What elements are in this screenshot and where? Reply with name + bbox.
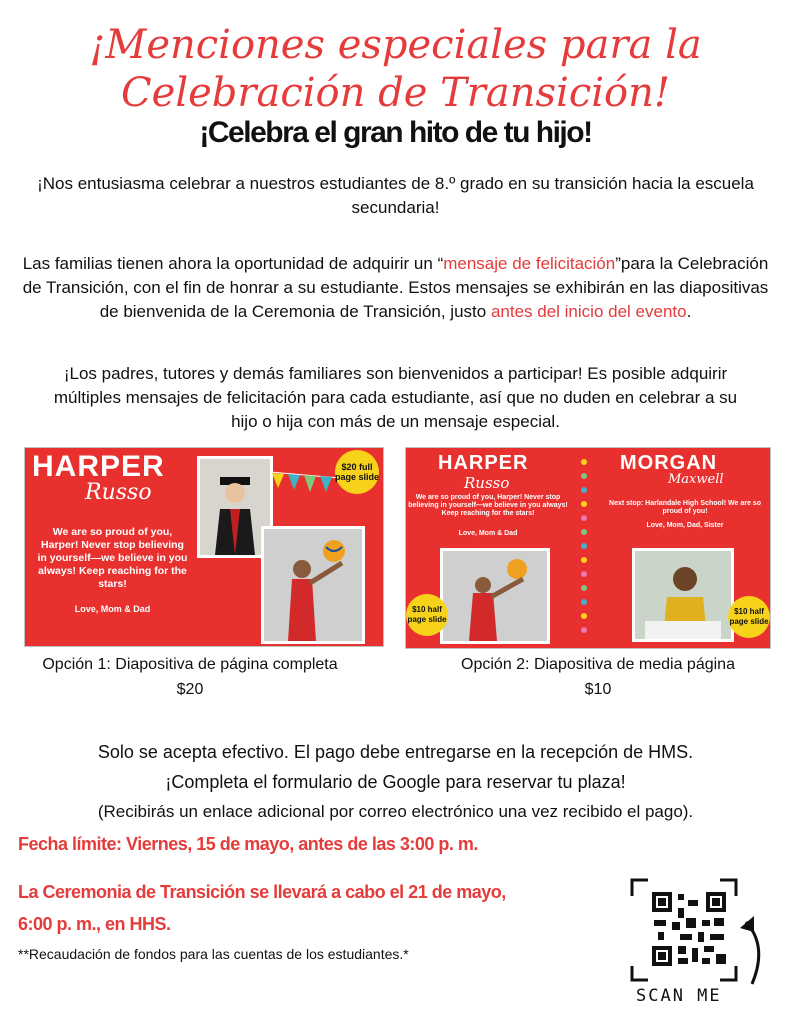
option1-message: We are so proud of you, Harper! Never stop believing in yourself—we believe in you always! Keep reaching for the stars!: [37, 526, 188, 590]
email-info: (Recibirás un enlace adicional por correo electrónico una vez recibido el pago).: [97, 802, 694, 821]
option2-right-signature: Love, Mom, Dad, Sister: [646, 522, 724, 529]
intro-paragraph-3: ¡Los padres, tutores y demás familiares son bienvenidos a participar! Es posible adquirir múltiples mensajes de felicitación para cada estudiante, así que no duden en celebrar a su hijo o hija con más de un mensaje especial.: [53, 364, 738, 431]
scan-me-label: SCAN ME: [636, 986, 722, 1006]
option1-price: $20: [176, 681, 204, 698]
option2-right-name: MORGAN: [620, 452, 718, 474]
option2-left-message: We are so proud of you, Harper! Never stop believing in yourself—we believe in you always! Keep reaching for the stars!: [408, 494, 568, 517]
volleyball-illustration-small: [443, 551, 547, 641]
option1-surname: Russo: [85, 480, 152, 505]
intro-paragraph-2: Las familias tienen ahora la oportunidad de adquirir un “mensaje de felicitación”para la Celebración de Transición, con el fin de honrar a su estudiante. Estos mensajes se exhibirán en las diapositivas de bienvenida de la Ceremonia de Transición, justo antes del inicio del evento.: [22, 254, 769, 321]
option2-left-name: HARPER: [438, 452, 529, 474]
highlight-antes: antes del inicio del evento: [490, 302, 687, 321]
option2-left-surname: Russo: [464, 474, 510, 492]
dotted-divider: [579, 454, 589, 642]
option1-caption: Opción 1: Diapositiva de página completa: [42, 656, 338, 673]
option2-caption: Opción 2: Diapositiva de media página: [461, 656, 735, 673]
option1-name: HARPER: [32, 450, 165, 483]
bunting-decoration: [270, 470, 340, 500]
option1-signature: Love, Mom & Dad: [74, 604, 151, 614]
ceremony-line-1: La Ceremonia de Transición se llevará a cabo el 21 de mayo,: [18, 882, 506, 902]
highlight-mensaje: mensaje de felicitación: [443, 254, 616, 273]
form-info: ¡Completa el formulario de Google para reservar tu plaza!: [165, 772, 626, 792]
option1-price-badge: $20 full page slide: [335, 450, 379, 494]
deadline: Fecha límite: Viernes, 15 de mayo, antes de las 3:00 p. m.: [18, 834, 478, 854]
qr-code[interactable]: [652, 892, 726, 966]
payment-info: Solo se acepta efectivo. El pago debe entregarse en la recepción de HMS.: [97, 742, 694, 762]
subtitle: ¡Celebra el gran hito de tu hijo!: [199, 116, 592, 149]
option2-left-signature: Love, Mom & Dad: [458, 530, 518, 537]
option2-volleyball-photo: [440, 548, 550, 644]
title-line-1: ¡Menciones especiales para la: [89, 22, 702, 68]
title-line-2: Celebración de Transición!: [121, 70, 670, 116]
option2-left-badge: $10 half page slide: [406, 594, 448, 636]
option2-slide: [405, 447, 771, 649]
option2-right-surname: Maxwell: [668, 472, 724, 487]
option2-right-message: Next stop: Harlandale High School! We are so proud of you!: [609, 500, 761, 515]
option1-slide: [24, 447, 384, 647]
intro-paragraph-1: ¡Nos entusiasma celebrar a nuestros estudiantes de 8.º grado en su transición hacia la escuela secundaria!: [37, 174, 754, 217]
volleyball-illustration: [264, 529, 362, 641]
option2-right-badge: $10 half page slide: [728, 596, 770, 638]
option2-price: $10: [584, 681, 612, 698]
ceremony-line-2: 6:00 p. m., en HHS.: [18, 914, 171, 934]
student-illustration: [635, 551, 731, 639]
student-writing-photo: [632, 548, 734, 642]
volleyball-photo: [261, 526, 365, 644]
fundraiser-note: **Recaudación de fondos para las cuentas de los estudiantes.*: [18, 946, 409, 962]
graduate-illustration: [200, 459, 270, 555]
